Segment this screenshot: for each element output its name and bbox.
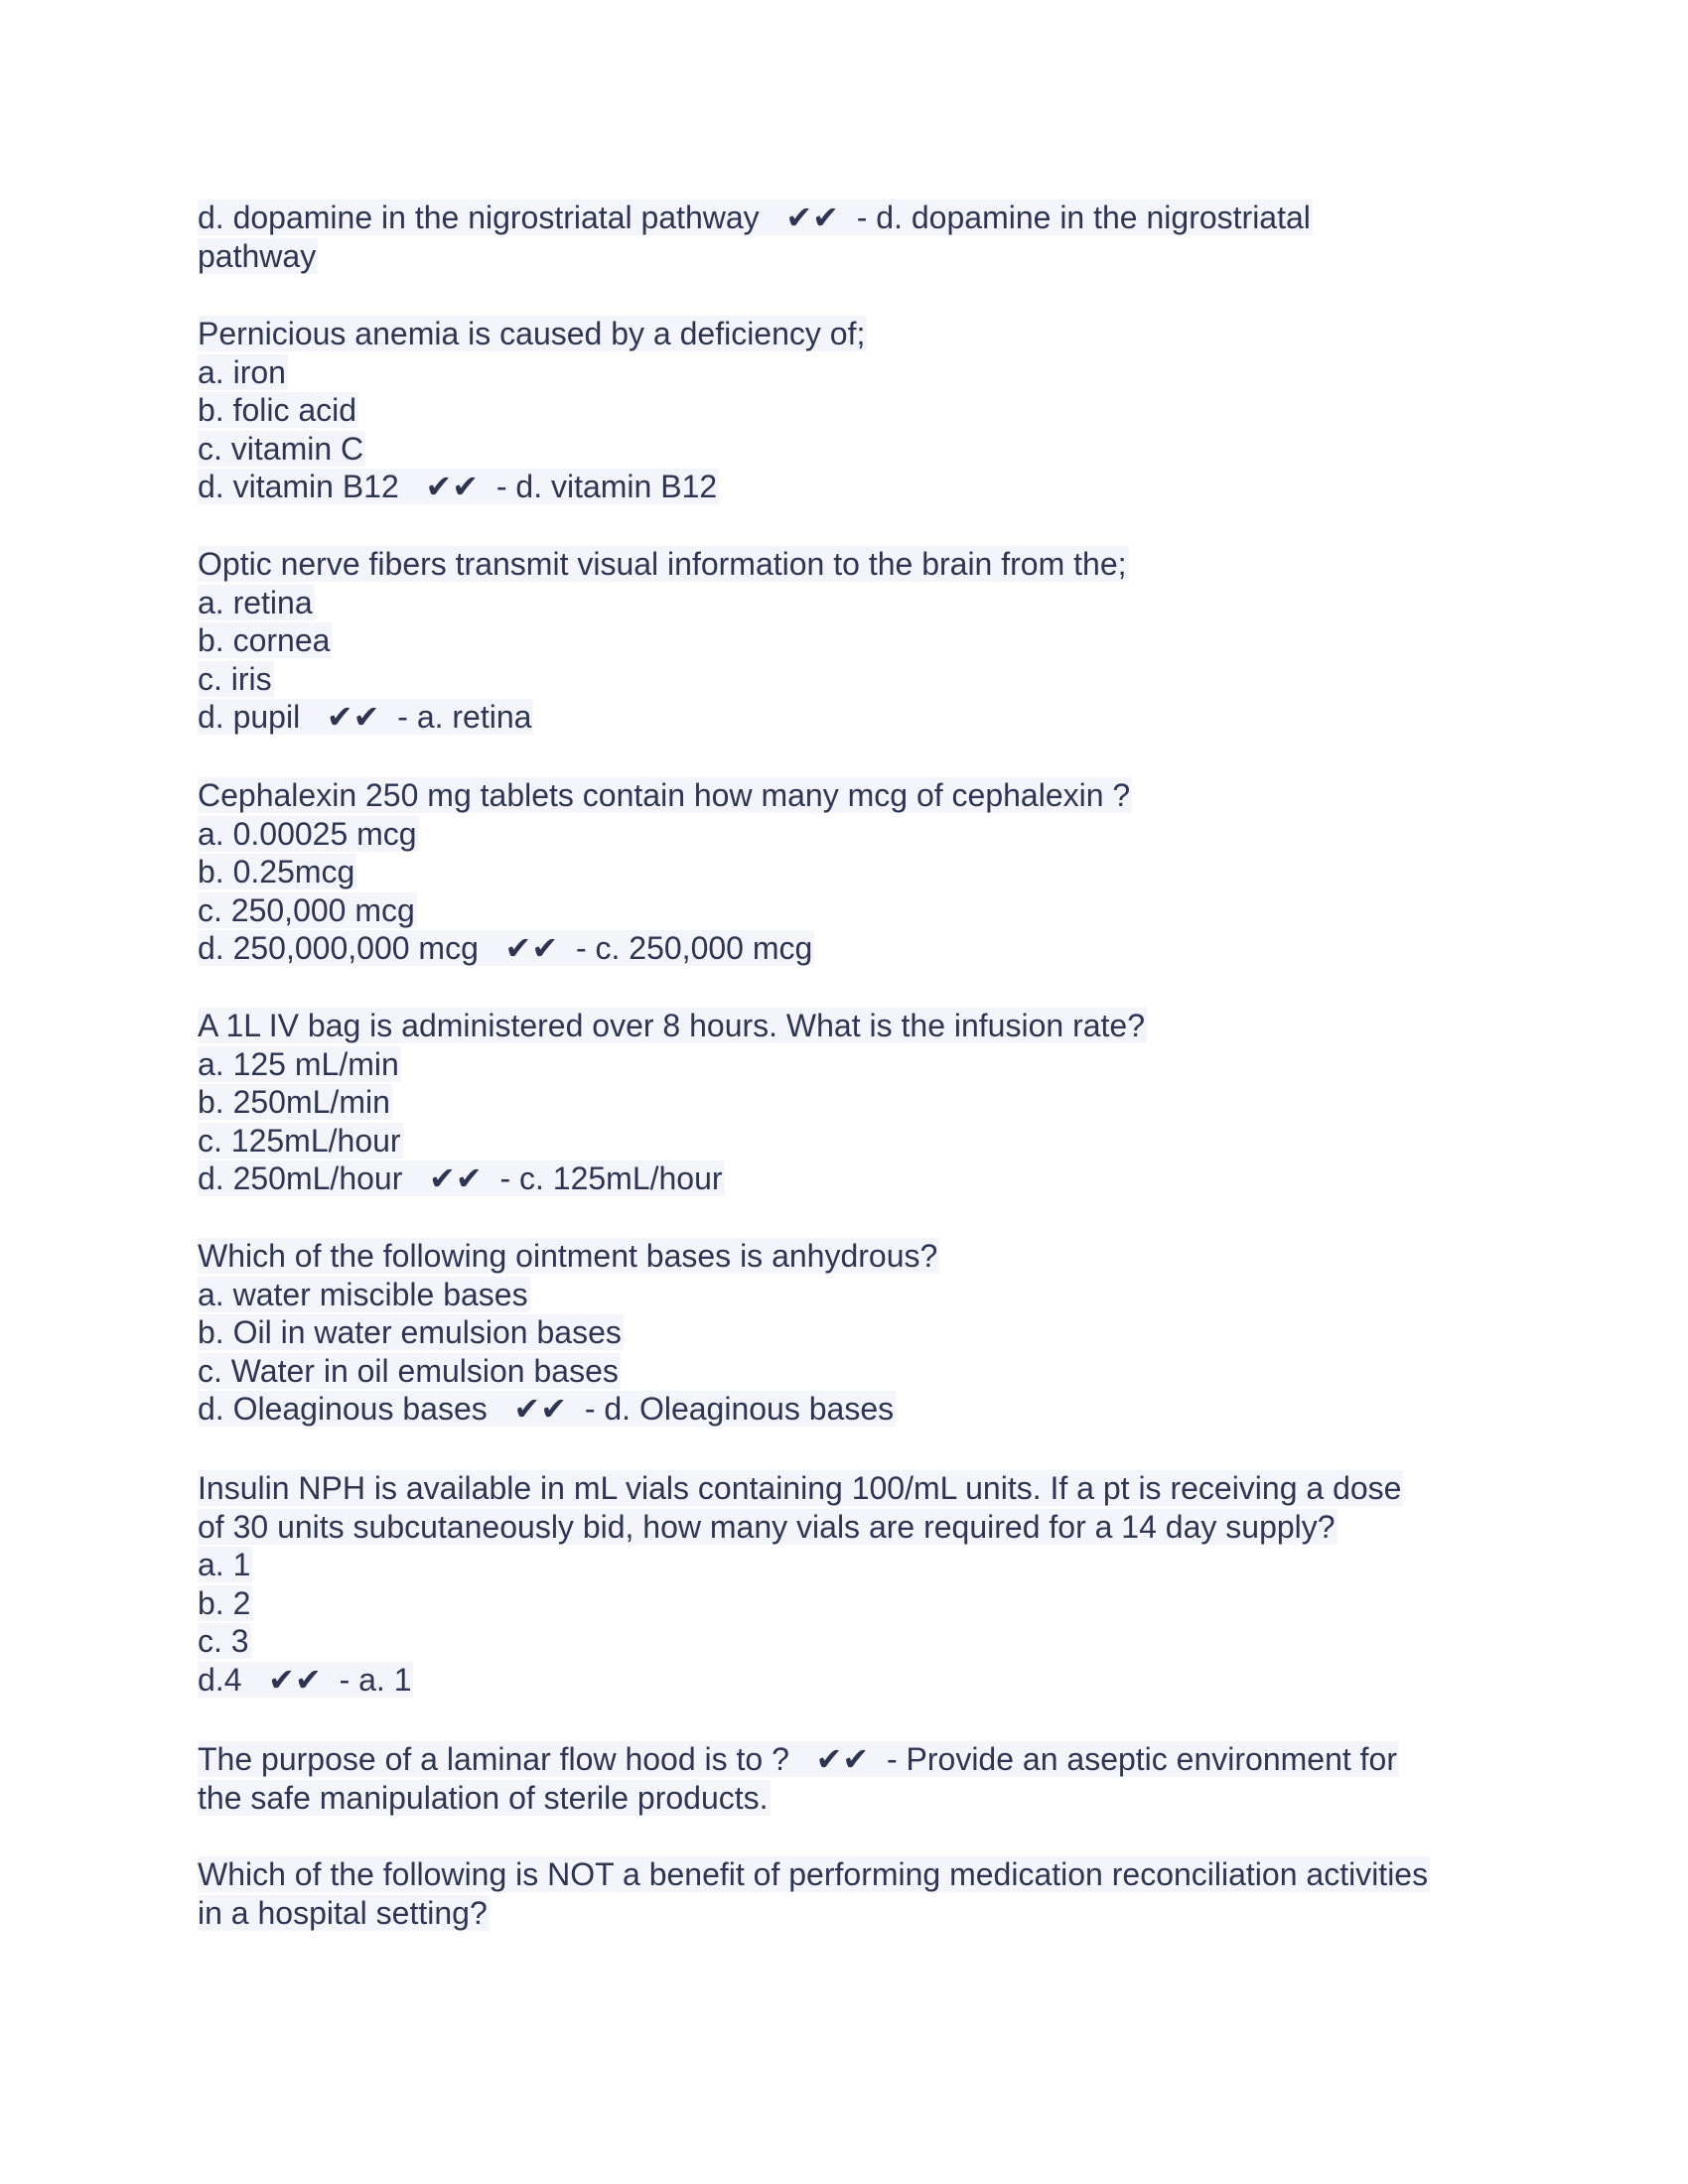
text-line (198, 1584, 1588, 1623)
line-text: d. vitamin B12 ✔✔ - d. vitamin B12 (198, 469, 718, 504)
line-text: c. Water in oil emulsion bases (198, 1352, 619, 1389)
text-line (198, 1160, 1588, 1198)
line-text: a. iron (198, 353, 286, 390)
line-text: d.4 ✔✔ - a. 1 (198, 1661, 412, 1698)
text-line (198, 815, 1588, 854)
text-line (198, 929, 1588, 968)
text-line (198, 545, 1588, 584)
line-text: a. 1 (198, 1547, 251, 1582)
text-line (198, 1083, 1588, 1122)
text-line (198, 1508, 1588, 1547)
question-block (198, 199, 1588, 275)
line-text: d. dopamine in the nigrostriatal pathway ✔✔ - d. dopamine in the nigrostriatal (198, 200, 1311, 235)
text-line (198, 468, 1588, 506)
line-text: b. folic acid (198, 392, 357, 428)
line-text: b. 2 (198, 1584, 251, 1621)
line-text: c. vitamin C (198, 430, 364, 467)
text-line (198, 315, 1588, 353)
text-line (198, 199, 1588, 237)
line-text: a. 0.00025 mcg (198, 815, 417, 852)
text-line (198, 1276, 1588, 1314)
line-text: d. 250mL/hour ✔✔ - c. 125mL/hour (198, 1160, 723, 1196)
text-line (198, 1352, 1588, 1391)
text-line (198, 1622, 1588, 1661)
line-text: b. 0.25mcg (198, 854, 355, 889)
line-text: in a hospital setting? (198, 1894, 488, 1931)
text-line (198, 1007, 1588, 1045)
text-line (198, 1045, 1588, 1084)
text-line (198, 1894, 1588, 1933)
text-line (198, 1779, 1588, 1818)
question-block (198, 315, 1588, 506)
text-line (198, 1469, 1588, 1508)
text-line (198, 1390, 1588, 1429)
text-line (198, 1855, 1588, 1894)
line-text: of 30 units subcutaneously bid, how many vials are required for a 14 day supply? (198, 1508, 1336, 1545)
line-text: d. 250,000,000 mcg ✔✔ - c. 250,000 mcg (198, 930, 813, 966)
question-block (198, 1237, 1588, 1429)
question-block (198, 1855, 1588, 1932)
line-text: Which of the following is NOT a benefit of performing medication reconciliation activities (198, 1856, 1429, 1892)
text-line (198, 237, 1588, 276)
text-line (198, 1313, 1588, 1352)
line-text: A 1L IV bag is administered over 8 hours. What is the infusion rate? (198, 1008, 1145, 1043)
line-text: c. 125mL/hour (198, 1122, 401, 1159)
line-text: b. cornea (198, 622, 331, 658)
line-text: a. retina (198, 584, 313, 620)
text-line (198, 353, 1588, 392)
line-text: Insulin NPH is available in mL vials containing 100/mL units. If a pt is receiving a dose (198, 1470, 1402, 1506)
line-text: a. water miscible bases (198, 1276, 528, 1312)
text-line (198, 891, 1588, 930)
text-line (198, 430, 1588, 469)
line-text: b. Oil in water emulsion bases (198, 1314, 622, 1350)
line-text: d. pupil ✔✔ - a. retina (198, 699, 532, 735)
text-line (198, 584, 1588, 622)
line-text: Which of the following ointment bases is anhydrous? (198, 1238, 938, 1274)
line-text: a. 125 mL/min (198, 1045, 399, 1082)
line-text: pathway (198, 237, 317, 274)
text-line (198, 1740, 1588, 1779)
question-block (198, 1740, 1588, 1817)
line-text: c. iris (198, 660, 272, 697)
question-block (198, 545, 1588, 737)
text-line (198, 853, 1588, 891)
line-text: b. 250mL/min (198, 1084, 390, 1120)
text-line (198, 1122, 1588, 1160)
line-text: the safe manipulation of sterile products. (198, 1779, 769, 1816)
question-block (198, 1007, 1588, 1198)
text-line (198, 698, 1588, 737)
line-text: The purpose of a laminar flow hood is to ? ✔✔ - Provide an aseptic environment for (198, 1741, 1397, 1777)
line-text: d. Oleaginous bases ✔✔ - d. Oleaginous bases (198, 1391, 895, 1427)
text-line (198, 1661, 1588, 1700)
question-block (198, 776, 1588, 968)
line-text: c. 3 (198, 1623, 249, 1659)
question-block (198, 1469, 1588, 1699)
text-line (198, 391, 1588, 430)
line-text: c. 250,000 mcg (198, 891, 415, 928)
text-line (198, 1237, 1588, 1276)
text-line (198, 660, 1588, 699)
line-text: Cephalexin 250 mg tablets contain how many mcg of cephalexin ? (198, 777, 1131, 813)
text-line (198, 1546, 1588, 1584)
text-line (198, 621, 1588, 660)
line-text: Pernicious anemia is caused by a deficiency of; (198, 316, 866, 351)
text-line (198, 776, 1588, 815)
line-text: Optic nerve fibers transmit visual information to the brain from the; (198, 546, 1127, 582)
